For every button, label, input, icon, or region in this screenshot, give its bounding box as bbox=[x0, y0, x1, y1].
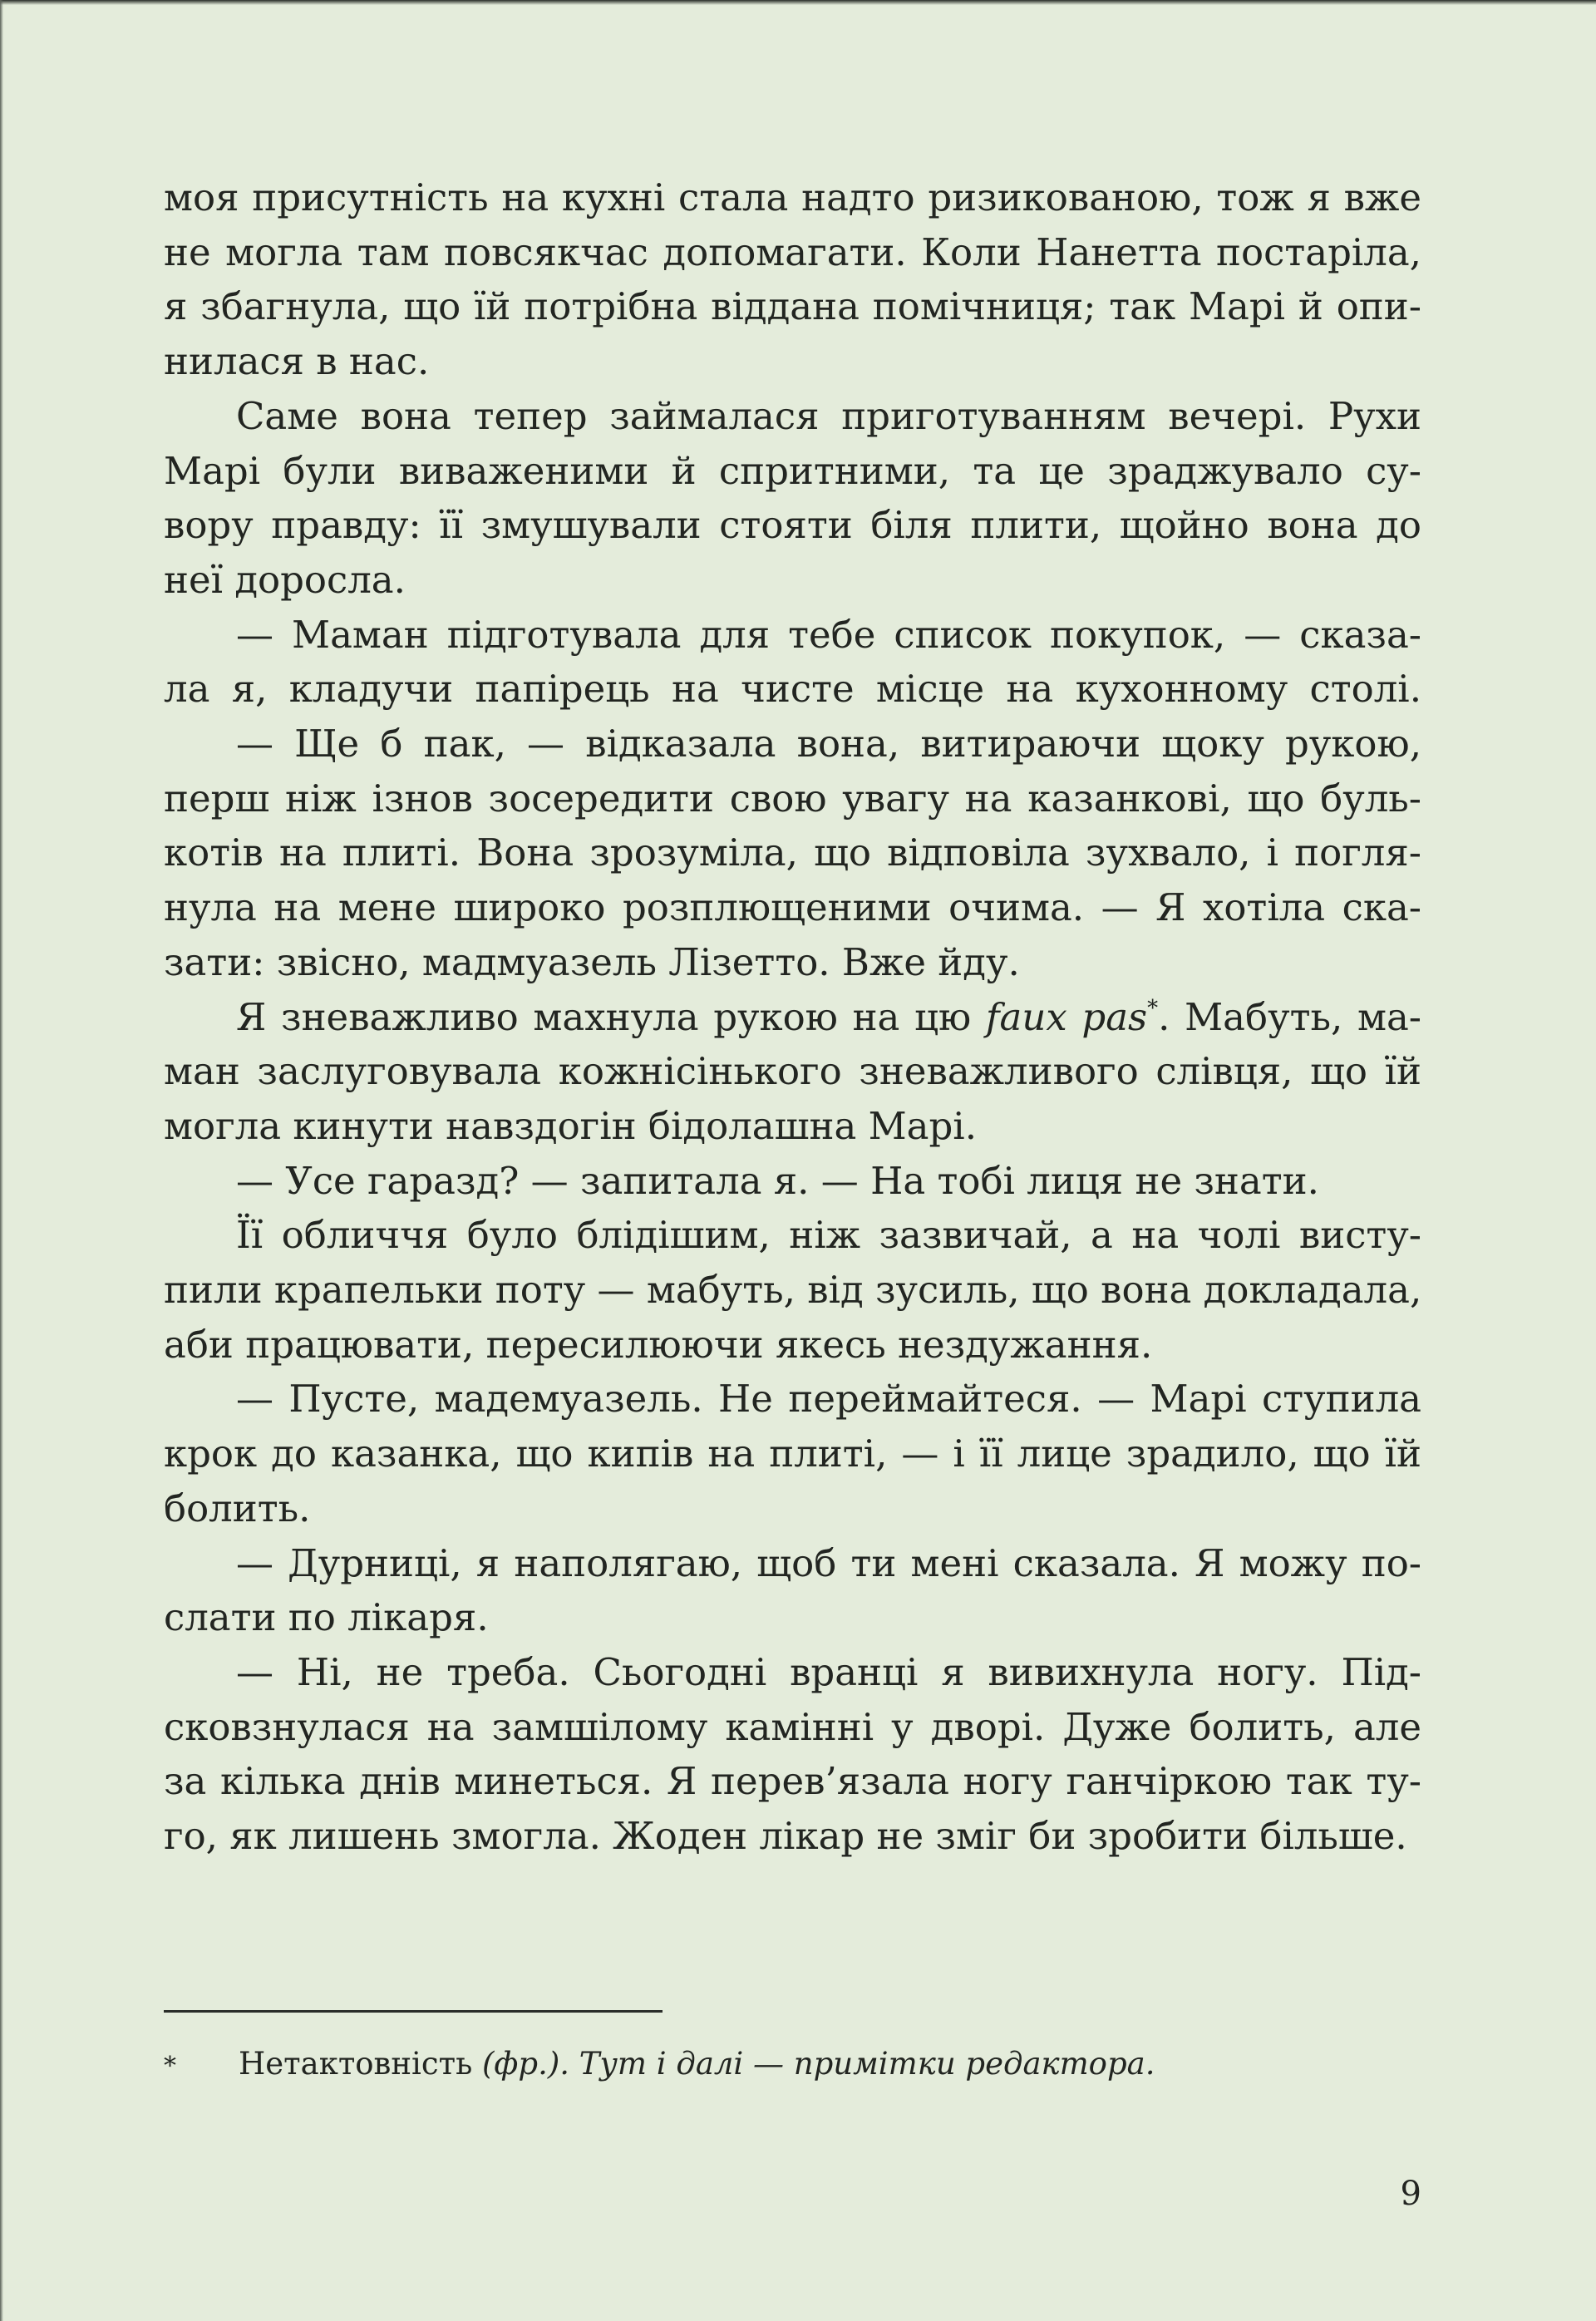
text-line: — Усе гаразд? — запитала я. — На тобі лиця не знати. bbox=[236, 1158, 1319, 1203]
text-line: могла кинути навздогін бідолашна Марі. bbox=[164, 1103, 978, 1148]
text-line: — Ще б пак, — відказала вона, витираючи щоку рукою, bbox=[236, 722, 1421, 766]
footnote-marker: * bbox=[164, 2052, 176, 2081]
footnote-italic-text: (фр.). Тут і далі — примітки редактора. bbox=[481, 2046, 1155, 2082]
text-line: крок до казанка, що кипів на плиті, — і її лице зрадило, що їй bbox=[164, 1432, 1421, 1476]
text-line: — Пусте, мадемуазель. Не переймайтеся. — Марі ступила bbox=[236, 1377, 1421, 1422]
text-line: Марі були виваженими й спритними, та це зраджувало су- bbox=[164, 448, 1421, 493]
text-line: нилася в нас. bbox=[164, 339, 430, 384]
text-line: — Дурниці, я наполягаю, щоб ти мені сказала. Я можу по- bbox=[236, 1540, 1421, 1585]
text-line-with-note bbox=[164, 990, 1421, 1045]
text-line: котів на плиті. Вона зрозуміла, що відповіла зухвало, і погля- bbox=[164, 830, 1421, 875]
page-number: 9 bbox=[1400, 2175, 1421, 2213]
text-line: — Маман підготувала для тебе список покупок, — сказа- bbox=[236, 612, 1421, 657]
footnote-text: Нетактовність bbox=[239, 2046, 482, 2082]
text-line: вору правду: її змушували стояти біля плити, щойно вона до bbox=[164, 503, 1421, 548]
text-line: болить. bbox=[164, 1486, 311, 1530]
text-line: Саме вона тепер займалася приготуванням вечері. Рухи bbox=[236, 393, 1421, 438]
text-line: сковзнулася на замшілому камінні у дворі. Дуже болить, але bbox=[164, 1704, 1421, 1749]
text-line: аби працювати, пересилюючи якесь нездужання. bbox=[164, 1322, 1153, 1367]
line-text-before: Я зневажливо махнула рукою на цю bbox=[236, 994, 986, 1039]
footnote-divider bbox=[164, 2010, 663, 2013]
text-line: го, як лишень змогла. Жоден лікар не зміг би зробити більше. bbox=[164, 1814, 1407, 1859]
text-line: слати по лікаря. bbox=[164, 1595, 489, 1640]
page-left-edge bbox=[0, 0, 3, 2321]
text-line: нула на мене широко розплющеними очима. — Я хотіла ска- bbox=[164, 885, 1421, 930]
text-line: я збагнула, що їй потрібна віддана помічниця; так Марі й опи- bbox=[164, 284, 1421, 329]
text-line: зати: звісно, мадмуазель Лізетто. Вже йду. bbox=[164, 939, 1020, 984]
text-line: неї доросла. bbox=[164, 557, 406, 602]
footnote bbox=[164, 2043, 1421, 2087]
text-line: ман заслуговувала кожнісінького зневажливого слівця, що їй bbox=[164, 1049, 1421, 1094]
faux-pas-italic: faux pas bbox=[985, 994, 1148, 1039]
footnote-reference[interactable]: * bbox=[1147, 995, 1159, 1021]
text-line: не могла там повсякчас допомагати. Коли Нанетта постаріла, bbox=[164, 229, 1421, 274]
text-line: пили крапельки поту — мабуть, від зусиль, що вона докладала, bbox=[164, 1268, 1422, 1313]
body-text bbox=[164, 170, 1421, 1864]
text-line: Її обличчя було блідішим, ніж зазвичай, а на чолі висту- bbox=[236, 1213, 1421, 1258]
line-text-after: . Мабуть, ма- bbox=[1158, 994, 1421, 1039]
text-line: за кілька днів минеться. Я перев’язала ногу ганчіркою так ту- bbox=[164, 1759, 1421, 1804]
page-top-edge bbox=[0, 0, 1596, 5]
text-line: — Ні, не треба. Сьогодні вранці я вивихнула ногу. Під- bbox=[236, 1649, 1421, 1694]
text-line: ла я, кладучи папірець на чисте місце на кухонному столі. bbox=[164, 667, 1421, 712]
text-line: моя присутність на кухні стала надто ризикованою, тож я вже bbox=[164, 175, 1421, 219]
text-line: перш ніж ізнов зосередити свою увагу на казанкові, що буль- bbox=[164, 776, 1421, 820]
